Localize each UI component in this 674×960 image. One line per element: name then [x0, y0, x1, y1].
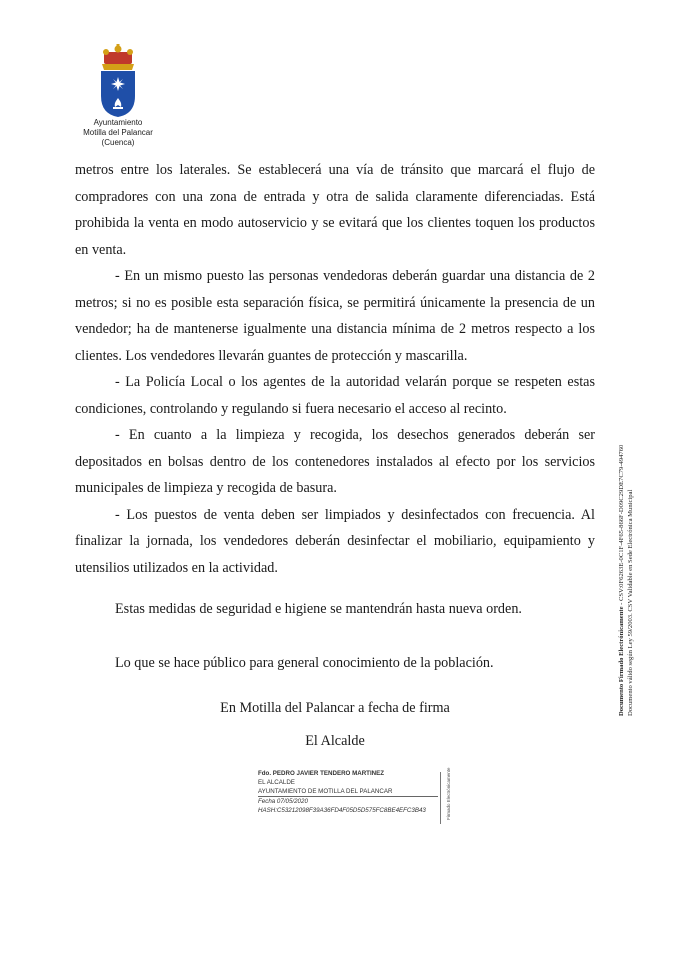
csv-note-code: - CSV:0F6263E-0C1F-4F65-866F-D09C29DE7C79-494760: [618, 444, 625, 607]
measures-statement: Estas medidas de seguridad e higiene se mantendrán hasta nueva orden.: [115, 601, 522, 617]
document-body: [75, 157, 595, 581]
csv-note-title: Documento Firmado Electrónicamente: [618, 606, 625, 716]
paragraph-1: metros entre los laterales. Se establecerá una vía de tránsito que marcará el flujo de compradores con una zona de entrada y otra de salida claramente diferenciadas. Está prohibida la venta en modo autoservicio y se evitará que los clientes toquen los productos en venta.: [75, 162, 595, 258]
paragraph-3: - La Policía Local o los agentes de la autoridad velarán porque se respeten estas condiciones, controlando y regulando si fuera necesario el acceso al recinto.: [75, 374, 595, 417]
municipal-logo: [78, 44, 158, 148]
signature-stamp: [258, 769, 453, 815]
header-line-1: Ayuntamiento: [93, 118, 143, 127]
csv-verification-note: [617, 386, 635, 716]
signer-role: EL ALCALDE: [258, 779, 295, 786]
stamp-divider: [440, 772, 441, 824]
header-line-3: (Cuenca): [101, 138, 135, 147]
signature-hash: HASH:C53212098F39A36FD4F05D5D575FC8BE4EFC3B43: [258, 807, 426, 814]
header-line-2: Motilla del Palancar: [83, 128, 153, 137]
signature-date: Fecha 07/05/2020: [258, 798, 308, 805]
coat-of-arms-icon: [96, 44, 140, 118]
signer-name: Fdo. PEDRO JAVIER TENDERO MARTINEZ: [258, 770, 385, 777]
paragraph-2: - En un mismo puesto las personas vendedoras deberán guardar una distancia de 2 metros; si no es posible esta separación física, se permitirá únicamente la presencia de un vendedor; ha de mantenerse igualmente una distancia mínima de 2 metros respecto a los clientes. Los vendedores llevarán guantes de protección y mascarilla.: [75, 268, 595, 364]
signer-title: El Alcalde: [305, 733, 365, 749]
paragraph-5: - Los puestos de venta deben ser limpiados y desinfectados con frecuencia. Al finalizar la jornada, los vendedores deberán desinfectar el mobiliario, equipamiento y utensilios utilizados en la actividad.: [75, 506, 595, 576]
signer-org: AYUNTAMIENTO DE MOTILLA DEL PALANCAR: [258, 787, 438, 797]
stamp-side-label: Firmado Electrónicamente: [446, 767, 451, 820]
place-date: En Motilla del Palancar a fecha de firma: [220, 700, 450, 716]
csv-note-validity: Documento válido según Ley 59/2003. CSV Validable en Sede Electrónica Municipal: [627, 489, 634, 716]
public-statement: Lo que se hace público para general conocimiento de la población.: [115, 655, 494, 671]
paragraph-4: - En cuanto a la limpieza y recogida, los desechos generados deberán ser depositados en bolsas dentro de los contenedores instalados al efecto por los servicios municipales de limpieza y recogida de basura.: [75, 427, 595, 496]
